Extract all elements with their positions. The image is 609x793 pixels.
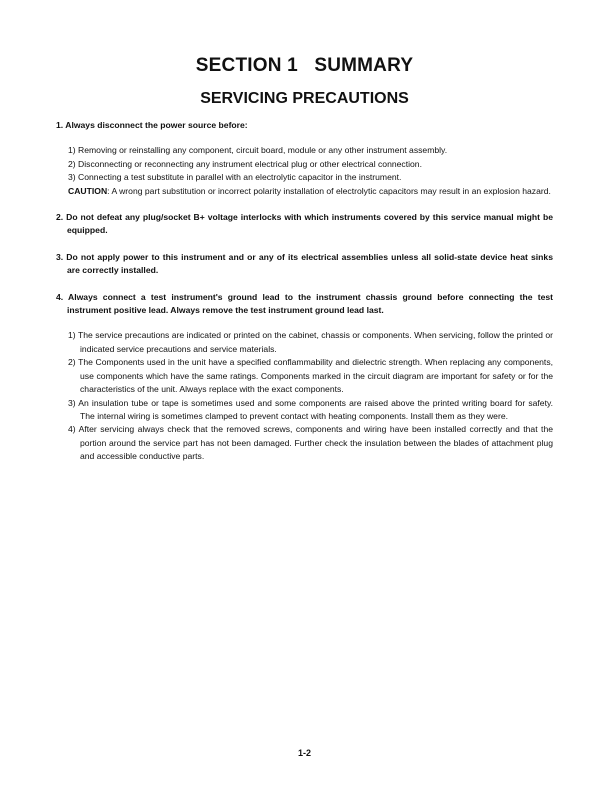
list-item: 3) An insulation tube or tape is sometimes used and some components are raised above the printed writing board for safety. The internal wiring is sometimes clamped to prevent contact with heating components. Install them as they were. [68, 397, 553, 421]
section-heading-4: 4. Always connect a test instrument's ground lead to the instrument chassis ground before connecting the test instrument positive lead. Always remove the test instrument ground lead last. [56, 291, 553, 316]
page-number: 1-2 [297, 748, 311, 758]
caution-text: : A wrong part substitution or incorrect polarity installation of electrolytic capacitors may result in an explosion hazard. [107, 185, 551, 196]
list-item: 4) After servicing always check that the removed screws, components and wiring have been installed correctly and that the portion around the service part has not been damaged. Further check the insulation between the blades of attachment plug and accessible conductive parts. [68, 424, 553, 462]
page-subtitle: SERVICING PRECAUTIONS [200, 90, 409, 107]
spacer [56, 238, 553, 251]
list-item: 2) The Components used in the unit have a specified conflammability and dielectric strength. When replacing any components, use components which have the same ratings. Components marked in the circuit diagram are important for safety or for the characteristics of the unit. Always replace with the exact components. [68, 357, 553, 395]
section-4-list [68, 329, 553, 463]
caution-label: CAUTION [68, 185, 108, 196]
precautions-content [56, 119, 553, 464]
list-item: 3) Connecting a test substitute in parallel with an electrolytic capacitor in the instrument. [68, 172, 402, 183]
section-heading-2: 2. Do not defeat any plug/socket B+ voltage interlocks with which instruments covered by this service manual might be equipped. [56, 212, 553, 236]
section-heading-1: 1. Always disconnect the power source before: [56, 120, 248, 130]
section-1-list [68, 144, 553, 184]
section-heading-3: 3. Do not apply power to this instrument and or any of its electrical assemblies unless all solid-state device heat sinks are correctly installed. [56, 251, 553, 276]
list-item: 1) Removing or reinstalling any component, circuit board, module or any other instrument assembly. [68, 145, 448, 156]
spacer [56, 278, 553, 291]
section-title: SECTION 1 SUMMARY [195, 55, 414, 76]
list-item: 2) Disconnecting or reconnecting any instrument electrical plug or other electrical connection. [68, 158, 422, 169]
caution-note [68, 185, 553, 198]
list-item: 1) The service precautions are indicated or printed on the cabinet, chassis or components. When servicing, follow the printed or indicated service precautions and service materials. [68, 330, 553, 354]
spacer [56, 198, 553, 211]
